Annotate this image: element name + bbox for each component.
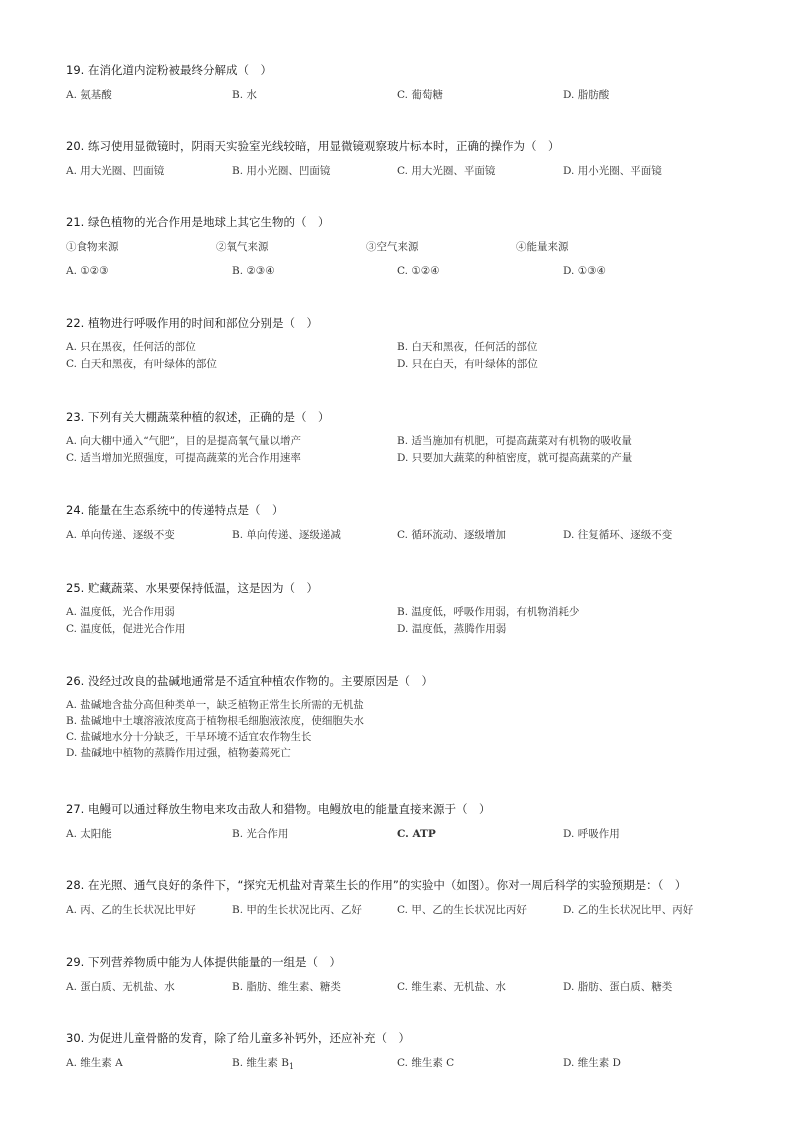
question-stem: 28. 在光照、通气良好的条件下，“探究无机盐对青菜生长的作用”的实验中（如图）。你对一周后科学的实验预期是：（ ） [66, 878, 687, 892]
question-stem: 29. 下列营养物质中能为人体提供能量的一组是（ ） [66, 955, 341, 969]
options [66, 825, 746, 843]
option-a: A. 维生素 A [66, 1057, 123, 1069]
option-c: C. 适当增加光照强度，可提高蔬菜的光合作用速率 [66, 452, 301, 464]
question-stem: 24. 能量在生态系统中的传递特点是（ ） [66, 503, 284, 517]
option-b-subscript: 1 [288, 1062, 295, 1072]
question-23 [66, 409, 746, 467]
option-a: A. 盐碱地含盐分高但种类单一，缺乏植物正常生长所需的无机盐 [66, 699, 364, 711]
option-b: B. ②③④ [232, 265, 275, 277]
option-b: B. 水 [232, 89, 257, 101]
statement-items [66, 238, 746, 256]
option-d: D. 呼吸作用 [563, 828, 620, 840]
option-c: C. 白天和黑夜，有叶绿体的部位 [66, 358, 217, 370]
option-a: A. ①②③ [66, 265, 109, 277]
option-c: C. 盐碱地水分十分缺乏，干旱环境不适宜农作物生长 [66, 731, 312, 743]
option-b-text: B. 维生素 B [232, 1057, 289, 1069]
option-c: C. 葡萄糖 [397, 89, 443, 101]
option-d: D. 往复循环、逐级不变 [563, 529, 673, 541]
option-b: B. 脂肪、维生素、糖类 [232, 981, 341, 993]
question-22 [66, 315, 746, 373]
options [66, 901, 746, 919]
options [66, 1054, 746, 1072]
option-d: D. 只要加大蔬菜的种植密度，就可提高蔬菜的产量 [397, 452, 633, 464]
options [66, 697, 746, 761]
option-c: C. 甲、乙的生长状况比丙好 [397, 904, 527, 916]
option-c: C. 维生素 C [397, 1057, 455, 1069]
option-d: D. 维生素 D [563, 1057, 621, 1069]
option-d: D. 用小光圈、平面镜 [563, 165, 662, 177]
question-stem: 27. 电鳗可以通过释放生物电来攻击敌人和猎物。电鳗放电的能量直接来源于（ ） [66, 802, 491, 816]
option-d: D. ①③④ [563, 265, 606, 277]
option-c: C. 温度低，促进光合作用 [66, 623, 186, 635]
question-stem: 26. 没经过改良的盐碱地通常是不适宜种植农作物的。主要原因是（ ） [66, 674, 433, 688]
question-20 [66, 138, 746, 180]
option-a: A. 温度低，光合作用弱 [66, 606, 175, 618]
option-a: A. 只在黑夜，任何活的部位 [66, 341, 196, 353]
option-c: C. 用大光圈、平面镜 [397, 165, 496, 177]
question-28 [66, 877, 746, 919]
statement-2: ②氧气来源 [216, 241, 269, 253]
option-c: C. ATP [397, 828, 436, 840]
question-stem: 30. 为促进儿童骨骼的发育，除了给儿童多补钙外，还应补充（ ） [66, 1031, 410, 1045]
question-30 [66, 1030, 746, 1072]
option-d: D. 脂肪酸 [563, 89, 610, 101]
option-d: D. 脂肪、蛋白质、糖类 [563, 981, 673, 993]
option-d: D. 盐碱地中植物的蒸腾作用过强，植物萎蔫死亡 [66, 747, 291, 759]
option-a: A. 向大棚中通入“气肥”，目的是提高氧气量以增产 [66, 435, 301, 447]
option-b: B. 光合作用 [232, 828, 289, 840]
question-25 [66, 580, 746, 638]
option-b [232, 1054, 294, 1076]
option-d: D. 温度低，蒸腾作用弱 [397, 623, 507, 635]
question-29 [66, 954, 746, 996]
option-b: B. 单向传递、逐级递减 [232, 529, 341, 541]
option-b: B. 用小光圈、凹面镜 [232, 165, 331, 177]
option-c: C. ①②④ [397, 265, 440, 277]
options [66, 86, 746, 104]
question-stem: 25. 贮藏蔬菜、水果要保持低温，这是因为（ ） [66, 581, 318, 595]
option-b: B. 甲的生长状况比丙、乙好 [232, 904, 362, 916]
option-a: A. 用大光圈、凹面镜 [66, 165, 165, 177]
statement-1: ①食物来源 [66, 241, 119, 253]
option-a: A. 单向传递、逐级不变 [66, 529, 175, 541]
options [66, 526, 746, 544]
option-c: C. 循环流动、逐级增加 [397, 529, 506, 541]
option-c: C. 维生素、无机盐、水 [397, 981, 506, 993]
options [66, 162, 746, 180]
question-stem: 20. 练习使用显微镜时，阴雨天实验室光线较暗，用显微镜观察玻片标本时，正确的操作为（ ） [66, 139, 560, 153]
question-24 [66, 502, 746, 544]
question-stem: 22. 植物进行呼吸作用的时间和部位分别是（ ） [66, 316, 318, 330]
question-19 [66, 62, 746, 104]
question-26 [66, 673, 746, 761]
option-a: A. 蛋白质、无机盐、水 [66, 981, 175, 993]
statement-3: ③空气来源 [366, 241, 419, 253]
question-stem: 19. 在消化道内淀粉被最终分解成（ ） [66, 63, 272, 77]
statement-4: ④能量来源 [516, 241, 569, 253]
options [66, 433, 746, 467]
options [66, 262, 746, 280]
option-b: B. 盐碱地中土壤溶液浓度高于植物根毛细胞液浓度，使细胞失水 [66, 715, 364, 727]
question-21 [66, 214, 746, 280]
option-a: A. 氨基酸 [66, 89, 112, 101]
options [66, 339, 746, 373]
option-b: B. 白天和黑夜，任何活的部位 [397, 341, 538, 353]
question-27 [66, 801, 746, 843]
options [66, 978, 746, 996]
option-b: B. 适当施加有机肥，可提高蔬菜对有机物的吸收量 [397, 435, 632, 447]
options [66, 604, 746, 638]
option-d: D. 只在白天，有叶绿体的部位 [397, 358, 538, 370]
option-b: B. 温度低，呼吸作用弱，有机物消耗少 [397, 606, 580, 618]
question-stem: 23. 下列有关大棚蔬菜种植的叙述，正确的是（ ） [66, 410, 330, 424]
question-stem: 21. 绿色植物的光合作用是地球上其它生物的（ ） [66, 215, 330, 229]
option-d: D. 乙的生长状况比甲、丙好 [563, 904, 694, 916]
option-a: A. 太阳能 [66, 828, 112, 840]
option-a: A. 丙、乙的生长状况比甲好 [66, 904, 196, 916]
